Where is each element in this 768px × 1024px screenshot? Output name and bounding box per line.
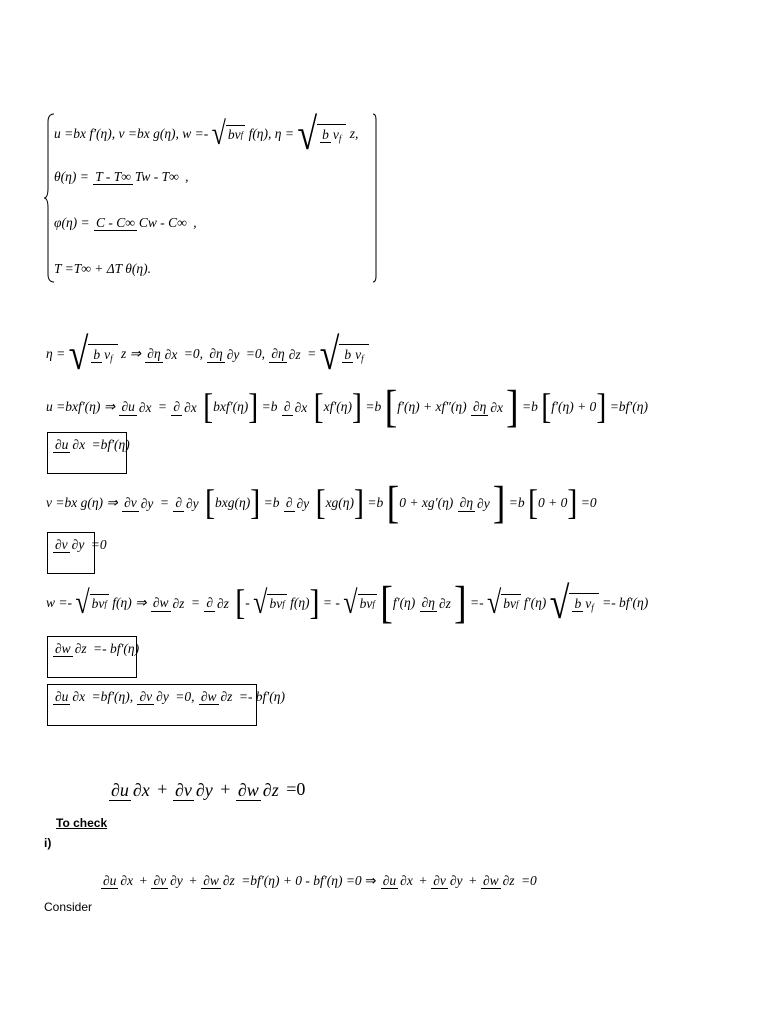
frac-den: ∂z	[216, 595, 229, 611]
frac-den: ∂x	[490, 399, 504, 415]
eq-text: =bf′(η)	[609, 399, 648, 414]
eq-text: z ⇒	[120, 346, 141, 361]
eq-sub: f	[591, 602, 594, 613]
eq-sub: f	[516, 599, 519, 609]
eq-text: u =bxf′(η) ⇒	[46, 399, 116, 414]
eq-text: -	[245, 595, 250, 610]
frac-den: ∂z	[288, 346, 301, 362]
frac-den: ∂y	[195, 780, 213, 801]
to-check-label: To check	[56, 816, 108, 830]
frac-num: ∂	[283, 399, 291, 415]
frac-num: ∂η	[147, 346, 161, 362]
frac-num: b	[93, 346, 101, 362]
eq-text: =bf′(η) + 0 - bf′(η) =0	[241, 872, 362, 888]
eq-eta-derivatives	[46, 329, 369, 379]
frac-num: ∂	[175, 495, 182, 511]
eq-text: θ(η) =	[54, 168, 89, 184]
eq-text: f′(η)	[523, 595, 547, 610]
frac-den: ∂z	[172, 595, 185, 611]
frac-num: ∂	[285, 495, 293, 511]
frac-den: ∂x	[184, 399, 197, 415]
frac-den: Tw - T∞	[134, 169, 179, 185]
eq-text: w =-	[46, 595, 72, 610]
eq-boxed-summary	[52, 688, 285, 705]
frac-num: ∂w	[203, 872, 219, 888]
frac-den: ∂y	[185, 495, 199, 511]
eq-text: +	[419, 872, 427, 888]
frac-den: ∂y	[140, 495, 154, 511]
eq-text: =0	[286, 779, 306, 800]
frac-num: ∂u	[103, 872, 117, 888]
eq-text: f′(η) + xf″(η)	[397, 399, 467, 414]
frac-den: ∂y	[296, 495, 310, 511]
frac-den: ∂z	[220, 689, 233, 705]
frac-num: ∂u	[55, 688, 69, 704]
frac-den: Cw - C∞	[138, 215, 187, 231]
eq-text: =	[157, 399, 168, 414]
eq-boxed-dw-dz	[52, 640, 139, 657]
frac-num: b	[574, 595, 582, 611]
eq-sub: f	[110, 353, 113, 364]
fraction	[94, 214, 189, 231]
eq-sub: f	[282, 599, 285, 609]
eq-text: =- bf′(η)	[602, 595, 649, 610]
frac-num: ∂η	[472, 399, 487, 415]
frac-num: T - T∞	[95, 168, 131, 184]
eq-text: +	[220, 779, 231, 800]
frac-den: ν	[332, 127, 339, 143]
eq-text: φ(η) =	[54, 214, 90, 230]
frac-den: ∂z	[222, 873, 235, 889]
sqrt: √ bv f	[211, 115, 244, 152]
frac-num: ∂w	[200, 688, 217, 704]
frac-num: C - C∞	[96, 214, 135, 230]
frac-num: b	[322, 126, 329, 142]
eq-text: v =bx g(η) ⇒	[46, 495, 118, 510]
eq-boxed-dv-dy	[52, 536, 107, 553]
eq-text: =b	[261, 399, 278, 414]
eq-text: z,	[349, 126, 359, 141]
frac-den: ν	[585, 596, 592, 612]
eq-final-check	[100, 872, 537, 889]
frac-den: ∂x	[294, 399, 308, 415]
eq-text: =	[307, 346, 317, 361]
frac-den: ∂y	[156, 689, 169, 705]
eq-text: f(η), η =	[248, 126, 294, 141]
eq-text: ,	[185, 168, 189, 184]
eq-sub: f	[361, 353, 364, 364]
frac-den: ∂x	[138, 399, 152, 415]
eq-text: xg(η)	[325, 495, 354, 510]
frac-num: ∂	[206, 595, 213, 611]
sqrt: √ b $\nu_f$	[320, 336, 369, 372]
frac-num: ∂v	[153, 872, 167, 888]
eq-text: T =T∞ + ΔT θ(η).	[54, 260, 151, 276]
frac-num: ∂w	[482, 872, 499, 888]
eq-continuity	[108, 778, 305, 801]
eq-du-dx: u =bxf′(η) ⇒ ∂u ∂x = ∂ ∂x [bxf′(η)] =b ∂ ∂x [xf′(η)] =b [f′(η) + xf″(η) ∂η ∂x] =b [f′(η) + 0] =bf′(η)	[46, 381, 648, 433]
frac-num: ∂η	[209, 346, 223, 362]
frac-den: ∂x	[120, 873, 134, 889]
frac-num: ∂u	[111, 779, 129, 800]
frac-num: ∂v	[139, 688, 153, 704]
frac-den: ∂z	[439, 595, 451, 611]
frac-num: b	[344, 346, 352, 362]
eq-sub: f	[240, 130, 244, 140]
eq-sub: f	[372, 599, 375, 609]
eq-text: xf′(η)	[323, 399, 352, 414]
frac-den: ∂y	[449, 873, 463, 889]
eq-text: =bf′(η),	[91, 688, 134, 704]
item-label: i)	[44, 836, 52, 850]
eq-text: =b	[365, 399, 382, 414]
eq-text: u	[54, 126, 61, 141]
frac-den: ∂x	[164, 346, 178, 362]
eq-text: f(η)	[290, 595, 310, 610]
eq-text: ⇒	[365, 872, 377, 888]
frac-den: ∂y	[71, 537, 85, 553]
eq-sub: f	[104, 599, 107, 609]
frac-num: ∂u	[55, 436, 69, 452]
eq-text: =0	[520, 872, 537, 888]
frac-num: ∂w	[237, 779, 259, 800]
eq-theta	[54, 168, 188, 185]
eq-text: =0	[90, 536, 107, 552]
frac-den: ∂z	[502, 873, 515, 889]
eq-text: f(η) ⇒	[112, 595, 147, 610]
frac-den: ∂y	[170, 873, 183, 889]
frac-den: ∂z	[74, 641, 87, 657]
eq-text: =b	[522, 399, 538, 414]
eq-text: +	[468, 872, 477, 888]
frac-den: ∂z	[262, 780, 279, 801]
frac-num: ∂w	[152, 595, 169, 611]
frac-den: ∂y	[477, 495, 490, 511]
eq-dw-dz: w =- √ bv f f(η) ⇒ ∂w ∂z = ∂ ∂z [- √ bv f f(η)] = - √ bv f [f′(η) ∂η ∂z] =- √ bv f f′(η) √ b $\nu_f$ =- bf′(η)	[46, 577, 649, 629]
frac-den: ν	[355, 347, 362, 363]
frac-num: ∂η	[421, 595, 436, 611]
eq-text: =bx f′(η), v =bx g(η), w =-	[64, 126, 209, 141]
eq-text: =- bf′(η)	[93, 640, 140, 656]
eq-velocity-transform	[54, 109, 359, 159]
eq-text: 0 + 0	[537, 495, 568, 510]
frac-num: ∂v	[55, 536, 68, 552]
eq-text: =0,	[245, 346, 266, 361]
eq-boxed-du-dx	[52, 436, 130, 453]
fraction	[93, 168, 181, 185]
eq-text: +	[157, 779, 168, 800]
eq-text: η =	[46, 346, 66, 361]
eq-text: =- bf′(η)	[238, 688, 285, 704]
frac-num: ∂u	[121, 399, 135, 415]
eq-text: bv	[503, 596, 516, 611]
frac-num: ∂w	[55, 640, 71, 656]
eq-text: bv	[269, 596, 283, 611]
frac-den: ∂x	[72, 437, 86, 453]
eq-text: +	[139, 872, 148, 888]
frac-den: ∂x	[132, 780, 150, 801]
frac-num: ∂η	[459, 495, 474, 511]
eq-sub: f	[338, 133, 342, 144]
sqrt: √ b $\nu_f$	[297, 116, 346, 152]
frac-num: ∂v	[124, 495, 137, 511]
eq-text: bv	[227, 127, 241, 142]
eq-text: bv	[91, 596, 105, 611]
eq-text: 0 + xg′(η)	[399, 495, 454, 510]
eq-text: f′(η)	[392, 595, 416, 610]
eq-text: =b	[367, 495, 384, 510]
eq-text: =b	[263, 495, 280, 510]
frac-num: ∂v	[433, 872, 446, 888]
eq-text: =0	[580, 495, 597, 510]
eq-text: =bf′(η)	[91, 436, 130, 452]
frac-den: ν	[104, 347, 111, 363]
eq-text: =-	[469, 595, 484, 610]
consider-label: Consider	[44, 900, 93, 914]
frac-num: ∂	[173, 399, 181, 415]
frac-num: ∂v	[174, 779, 192, 800]
eq-text: +	[189, 872, 197, 888]
eq-temperature	[54, 260, 151, 277]
eq-text: = -	[322, 595, 340, 610]
system-block	[44, 109, 380, 284]
eq-phi	[54, 214, 197, 231]
eq-text: =	[190, 595, 200, 610]
frac-den: ∂x	[400, 873, 413, 889]
eq-text: bxf′(η)	[213, 399, 249, 414]
frac-num: ∂u	[382, 872, 397, 888]
eq-text: bv	[359, 596, 373, 611]
eq-text: bxg(η)	[215, 495, 251, 510]
eq-text: =	[159, 495, 169, 510]
eq-dv-dy: v =bx g(η) ⇒ ∂v ∂y = ∂ ∂y [bxg(η)] =b ∂ ∂y [xg(η)] =b [0 + xg′(η) ∂η ∂y] =b [0 + 0] =0	[46, 477, 597, 529]
eq-text: f′(η) + 0	[551, 399, 597, 414]
frac-den: ∂y	[226, 346, 240, 362]
eq-text: ,	[193, 214, 197, 230]
sqrt: √ b $\nu_f$	[69, 336, 118, 372]
eq-text: =0,	[175, 688, 195, 704]
eq-text: =b	[508, 495, 525, 510]
eq-text: =0,	[183, 346, 203, 361]
frac-den: ∂x	[72, 689, 86, 705]
right-bar	[372, 112, 378, 284]
frac-num: ∂η	[271, 346, 285, 362]
